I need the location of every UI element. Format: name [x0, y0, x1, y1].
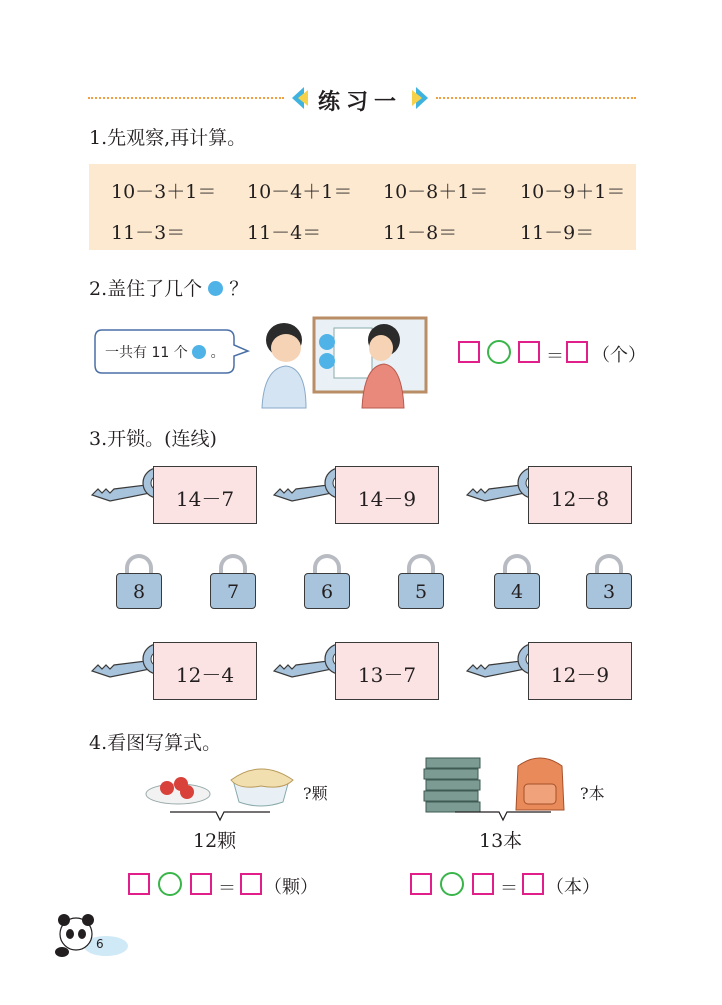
question-2-label — [89, 274, 248, 301]
key-card-5[interactable] — [335, 642, 439, 700]
answer-box-q4-right-2[interactable] — [472, 873, 494, 895]
total-right: 13本 — [479, 830, 523, 852]
books-backpack-illustration — [420, 750, 580, 814]
equation-r2c3: 11－8＝ — [383, 222, 458, 244]
section-banner — [288, 81, 432, 115]
blue-dot-icon — [208, 281, 223, 296]
key-card-label: 14－7 — [175, 487, 235, 511]
lock-label: 8 — [132, 581, 146, 603]
equation-r1c3: 10－8＋1＝ — [383, 181, 489, 203]
operator-circle-q4-left[interactable] — [158, 872, 182, 896]
key-card-6[interactable] — [528, 642, 632, 700]
key-card-2[interactable] — [335, 466, 439, 524]
lock-8[interactable] — [116, 554, 162, 610]
lock-label: 3 — [602, 581, 616, 603]
key-card-1[interactable] — [153, 466, 257, 524]
answer-box-q4-left-2[interactable] — [190, 873, 212, 895]
lock-label: 6 — [320, 581, 334, 603]
lock-3[interactable] — [586, 554, 632, 610]
key-card-label: 13－7 — [357, 663, 417, 687]
brace-right — [453, 810, 553, 824]
key-card-label: 12－9 — [550, 663, 610, 687]
equation-r2c1: 11－3＝ — [111, 222, 186, 244]
brace-left — [168, 810, 272, 824]
answer-box-q4-left-1[interactable] — [128, 873, 150, 895]
panda-icon — [50, 910, 130, 960]
question-2-text: 2.盖住了几个 — [89, 278, 203, 300]
key-card-3[interactable] — [528, 466, 632, 524]
equals-sign: ＝ — [546, 346, 564, 367]
banner-line-right — [436, 97, 636, 99]
answer-box-q4-right-1[interactable] — [410, 873, 432, 895]
equation-r1c4: 10－9＋1＝ — [520, 181, 626, 203]
equals-sign: ＝ — [500, 878, 518, 899]
unit-label-right: （本） — [546, 877, 600, 898]
lock-6[interactable] — [304, 554, 350, 610]
question-1-label: 1.先观察,再计算。 — [89, 127, 247, 149]
equation-r2c4: 11－9＝ — [520, 222, 595, 244]
question-3-label: 3.开锁。(连线) — [89, 428, 217, 450]
unknown-count-left: ?颗 — [303, 784, 328, 803]
speech-bubble-content — [105, 342, 225, 362]
equation-r1c1: 10－3＋1＝ — [111, 181, 217, 203]
unit-label: （个） — [592, 345, 646, 366]
operator-circle-q4-right[interactable] — [440, 872, 464, 896]
lock-7[interactable] — [210, 554, 256, 610]
answer-box-q2-3[interactable] — [566, 341, 588, 363]
answer-box-q2-1[interactable] — [458, 341, 480, 363]
blue-dot-icon — [192, 345, 206, 359]
page-number: 6 — [96, 937, 104, 951]
operator-circle-q2[interactable] — [487, 340, 511, 364]
page-title: 练习一 — [317, 90, 402, 115]
equals-sign: ＝ — [218, 878, 236, 899]
key-card-label: 12－4 — [175, 663, 235, 687]
speech-bubble — [94, 329, 236, 374]
lock-4[interactable] — [494, 554, 540, 610]
answer-box-q4-right-3[interactable] — [522, 873, 544, 895]
question-4-label: 4.看图写算式。 — [89, 732, 222, 754]
lock-label: 5 — [414, 581, 428, 603]
key-card-4[interactable] — [153, 642, 257, 700]
speech-bubble-text: 一共有 11 个 — [105, 345, 188, 361]
question-1-equation-panel — [89, 164, 636, 250]
unit-label-left: （颗） — [264, 877, 318, 898]
speech-bubble-end: 。 — [210, 345, 225, 361]
lock-label: 4 — [510, 581, 524, 603]
key-card-label: 14－9 — [357, 487, 417, 511]
equation-r2c2: 11－4＝ — [247, 222, 322, 244]
lock-5[interactable] — [398, 554, 444, 610]
answer-box-q2-2[interactable] — [518, 341, 540, 363]
lock-label: 7 — [226, 581, 240, 603]
answer-box-q4-left-3[interactable] — [240, 873, 262, 895]
equation-r1c2: 10－4＋1＝ — [247, 181, 353, 203]
total-left: 12颗 — [193, 830, 237, 852]
unknown-count-right: ?本 — [580, 784, 605, 803]
question-2-tail: ？ — [229, 278, 249, 300]
strawberry-bowl-illustration — [143, 760, 303, 810]
children-board-illustration — [254, 316, 434, 410]
banner-line-left — [88, 97, 284, 99]
key-card-label: 12－8 — [550, 487, 610, 511]
